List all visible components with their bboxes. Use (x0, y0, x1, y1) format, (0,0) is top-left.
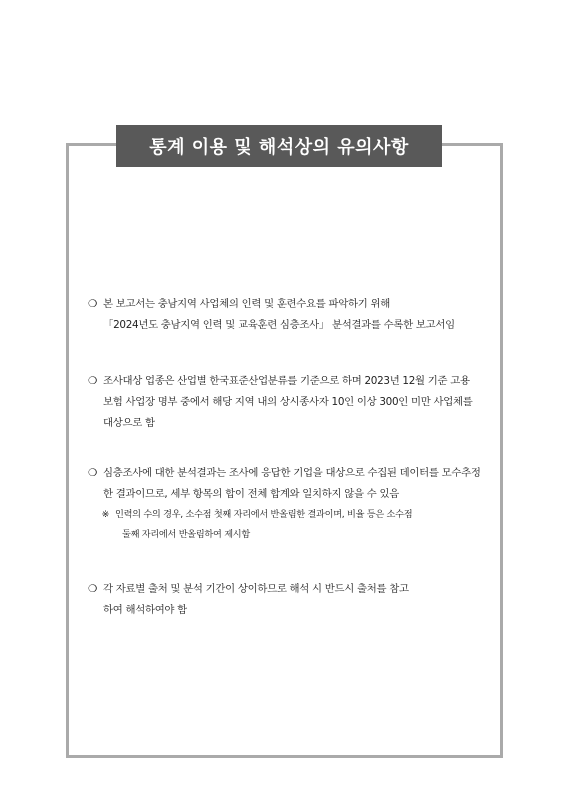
circle-bullet-icon: ❍ (88, 375, 98, 387)
note-item (88, 463, 481, 545)
note-item (88, 371, 478, 434)
note-subtext-line: 인력의 수의 경우, 소수점 첫째 자리에서 반올림한 결과이며, 비율 등은 소수점 (115, 509, 413, 520)
note-text-line: 본 보고서는 충남지역 사업체의 인력 및 훈련수요를 파악하기 위해 (103, 298, 390, 310)
title-banner (116, 125, 442, 167)
note-text-line: 한 결과이므로, 세부 항목의 합이 전체 합계와 일치하지 않을 수 있음 (103, 488, 399, 500)
note-text-line: 보험 사업장 명부 중에서 해당 지역 내의 상시종사자 10인 이상 300인 미만 사업체를 (103, 396, 473, 408)
circle-bullet-icon: ❍ (88, 298, 98, 310)
note-item (88, 294, 478, 336)
page-title: 통계 이용 및 해석상의 유의사항 (149, 137, 409, 158)
note-text-line: 각 자료별 출처 및 분석 기간이 상이하므로 해석 시 반드시 출처를 참고 (103, 583, 409, 595)
note-text-line: 하여 해석하여야 함 (103, 604, 187, 616)
note-text-line: 대상으로 함 (103, 417, 155, 429)
note-text-line: 심층조사에 대한 분석결과는 조사에 응답한 기업을 대상으로 수집된 데이터를 모수추정 (103, 467, 481, 479)
note-text-line: 「2024년도 충남지역 인력 및 교육훈련 심층조사」 분석결과를 수록한 보고서임 (103, 319, 455, 331)
circle-bullet-icon: ❍ (88, 583, 98, 595)
note-subtext-line: 둘째 자리에서 반올림하여 제시함 (122, 529, 250, 540)
circle-bullet-icon: ❍ (88, 467, 98, 479)
note-text-line: 조사대상 업종은 산업별 한국표준산업분류를 기준으로 하며 2023년 12월 기준 고용 (103, 375, 470, 387)
note-item (88, 579, 478, 621)
reference-mark-icon: ※ (101, 509, 109, 520)
notice-frame (66, 143, 503, 758)
